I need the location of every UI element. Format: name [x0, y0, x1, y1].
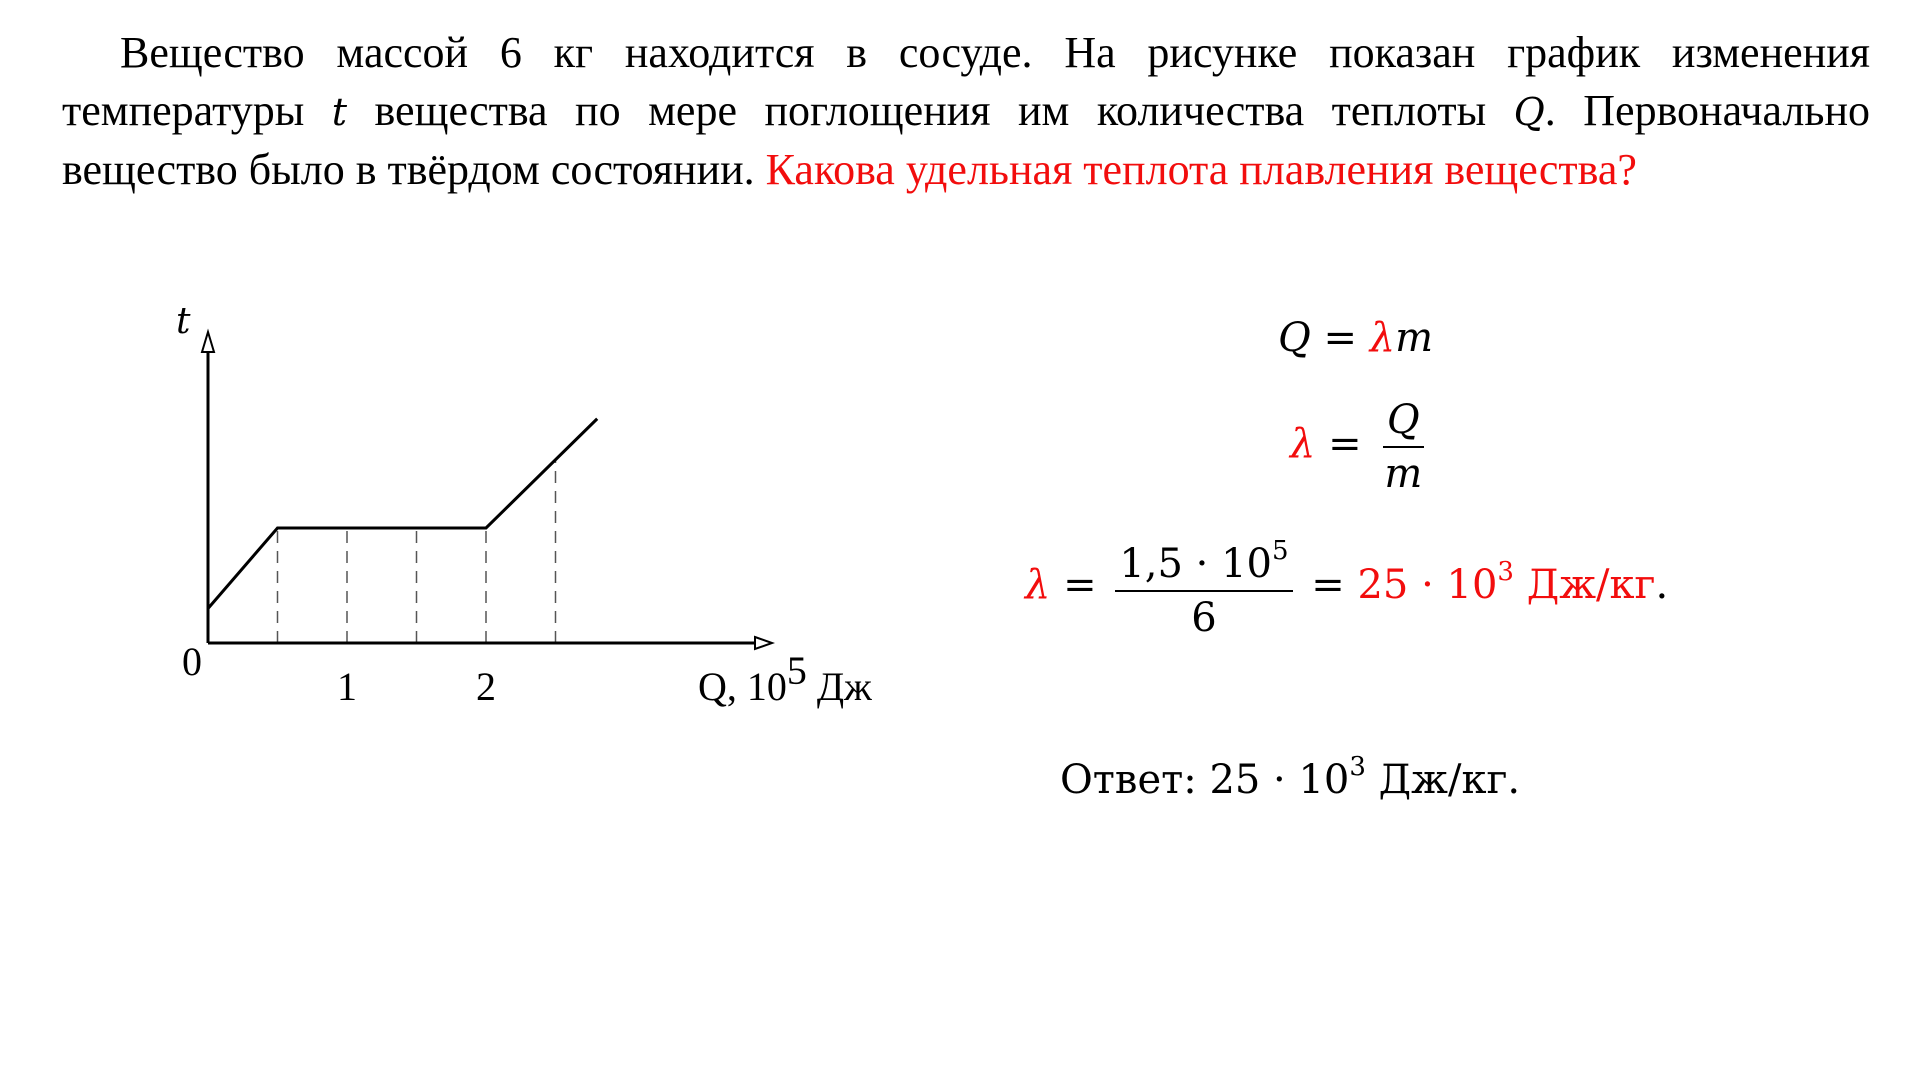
calc-numerator-exponent: 5: [1271, 536, 1289, 566]
formula-lambda: [1290, 397, 1432, 497]
x-axis-unit-name: Дж: [806, 664, 872, 709]
calc-lambda: λ: [1025, 562, 1051, 608]
x-tick-label-1: 1: [337, 664, 357, 709]
y-axis-arrow: [202, 332, 214, 352]
problem-question: Какова удельная теплота плавления вещества?: [765, 145, 1637, 194]
answer-value-exponent: 3: [1349, 752, 1366, 782]
formula-heat-m: m: [1395, 315, 1434, 361]
calc-fraction: [1115, 536, 1292, 641]
calc-numerator: [1115, 538, 1292, 592]
calc-result-exponent: 3: [1497, 557, 1514, 587]
x-tick-label-2: 2: [476, 664, 496, 709]
formula-heat: [1278, 315, 1434, 361]
formula-heat-q: Q: [1278, 315, 1311, 361]
x-axis-label: [698, 648, 872, 709]
calc-numerator-base: 1,5 · 10: [1119, 541, 1272, 587]
calc-result: [1357, 557, 1656, 608]
formula-heat-lambda: λ: [1369, 315, 1396, 361]
answer-line: [1060, 752, 1520, 803]
formula-lambda-lambda: λ: [1290, 421, 1316, 467]
origin-label: 0: [182, 639, 202, 684]
formula-lambda-fraction: [1380, 397, 1426, 497]
calc-result-base: 25 · 10: [1357, 562, 1498, 608]
x-axis-arrow: [755, 637, 772, 649]
dashed-guides: [278, 460, 556, 643]
problem-text-part3: . Первоначально вещество было в твёрдом состоянии.: [62, 86, 1870, 194]
formula-lambda-equals: =: [1328, 421, 1362, 467]
answer-unit: Дж/кг.: [1378, 757, 1521, 803]
calc-denominator: 6: [1191, 595, 1217, 641]
answer-label: Ответ:: [1060, 757, 1197, 803]
problem-text-part1: Вещество массой 6 кг находится в сосуде. На рисунке показан график изменения температуры: [62, 28, 1870, 135]
formula-lambda-denominator: m: [1384, 451, 1423, 497]
temperature-curve: [208, 419, 597, 609]
variable-t: t: [331, 90, 348, 134]
calc-result-unit: Дж/кг: [1526, 562, 1656, 608]
graph-svg: [150, 290, 910, 730]
x-axis-unit-exponent: 5: [786, 648, 807, 693]
x-axis-unit-base: , 10: [726, 664, 787, 709]
answer-value-base: 25 · 10: [1209, 757, 1350, 803]
problem-statement: [62, 24, 1870, 199]
formula-calculation: [1025, 536, 1669, 641]
formula-lambda-numerator: Q: [1383, 400, 1424, 448]
calc-equals-1: =: [1063, 562, 1097, 608]
variable-q: Q: [1513, 90, 1545, 134]
calc-period: .: [1655, 562, 1669, 608]
calc-equals-2: =: [1311, 562, 1345, 608]
formula-heat-equals: =: [1323, 315, 1358, 361]
y-axis-label: t: [176, 301, 191, 342]
temperature-heat-graph: [150, 290, 910, 730]
problem-text-part2: вещества по мере поглощения им количества теплоты: [374, 86, 1487, 135]
x-axis-var: Q: [698, 664, 727, 709]
